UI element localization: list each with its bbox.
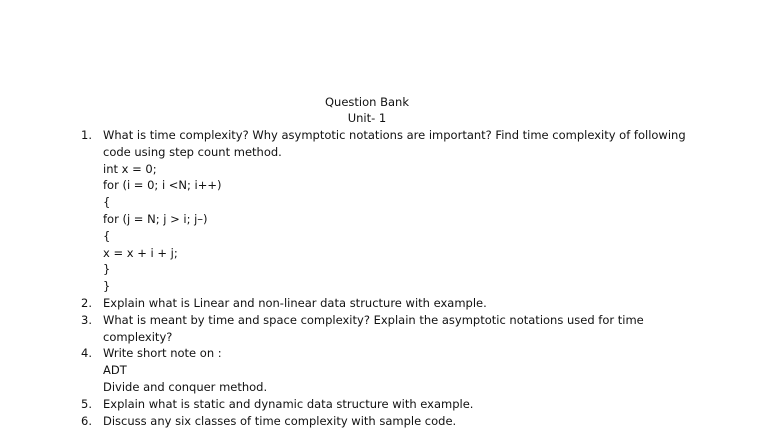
question-line — [0, 379, 784, 396]
question-text: What is meant by time and space complexity? Explain the asymptotic notations used for time — [103, 312, 644, 327]
question-text: Discuss any six classes of time complexity with sample code. — [103, 413, 457, 428]
code-text: x = x + i + j; — [103, 245, 178, 260]
question-1 — [0, 127, 784, 144]
question-number: 2. — [81, 295, 92, 310]
question-number: 1. — [81, 128, 92, 142]
unit-heading: Unit- 1 — [347, 111, 387, 125]
code-line — [0, 194, 784, 211]
page-title: Question Bank — [325, 95, 409, 109]
question-text: What is time complexity? Why asymptotic notations are important? Find time complexity of following — [103, 128, 686, 142]
question-line — [0, 144, 784, 161]
question-2 — [0, 295, 784, 312]
code-line — [0, 278, 784, 295]
code-line — [0, 261, 784, 278]
code-text: } — [103, 279, 111, 294]
question-text: code using step count method. — [103, 144, 282, 159]
code-text: } — [103, 262, 111, 277]
question-text: Write short note on : — [103, 346, 222, 361]
question-text: Divide and conquer method. — [103, 379, 268, 394]
code-line — [0, 228, 784, 245]
question-line — [0, 362, 784, 379]
code-text: int x = 0; — [103, 161, 157, 176]
question-number: 3. — [81, 312, 92, 327]
question-6 — [0, 413, 784, 430]
code-text: for (i = 0; i <N; i++) — [103, 178, 222, 193]
code-line — [0, 245, 784, 262]
code-text: { — [103, 195, 111, 210]
code-text: for (j = N; j > i; j–) — [103, 211, 208, 226]
question-text: Explain what is static and dynamic data structure with example. — [103, 396, 474, 411]
question-3 — [0, 312, 784, 329]
code-line — [0, 211, 784, 228]
question-number: 4. — [81, 346, 92, 361]
question-text: Explain what is Linear and non-linear data structure with example. — [103, 295, 487, 310]
code-text: { — [103, 228, 111, 243]
question-line — [0, 329, 784, 346]
question-5 — [0, 396, 784, 413]
question-number: 5. — [81, 396, 92, 411]
question-text: complexity? — [103, 329, 173, 344]
question-text: ADT — [103, 363, 127, 378]
question-4 — [0, 345, 784, 362]
code-line — [0, 161, 784, 178]
question-list — [0, 127, 784, 429]
code-line — [0, 177, 784, 194]
question-number: 6. — [81, 413, 92, 428]
